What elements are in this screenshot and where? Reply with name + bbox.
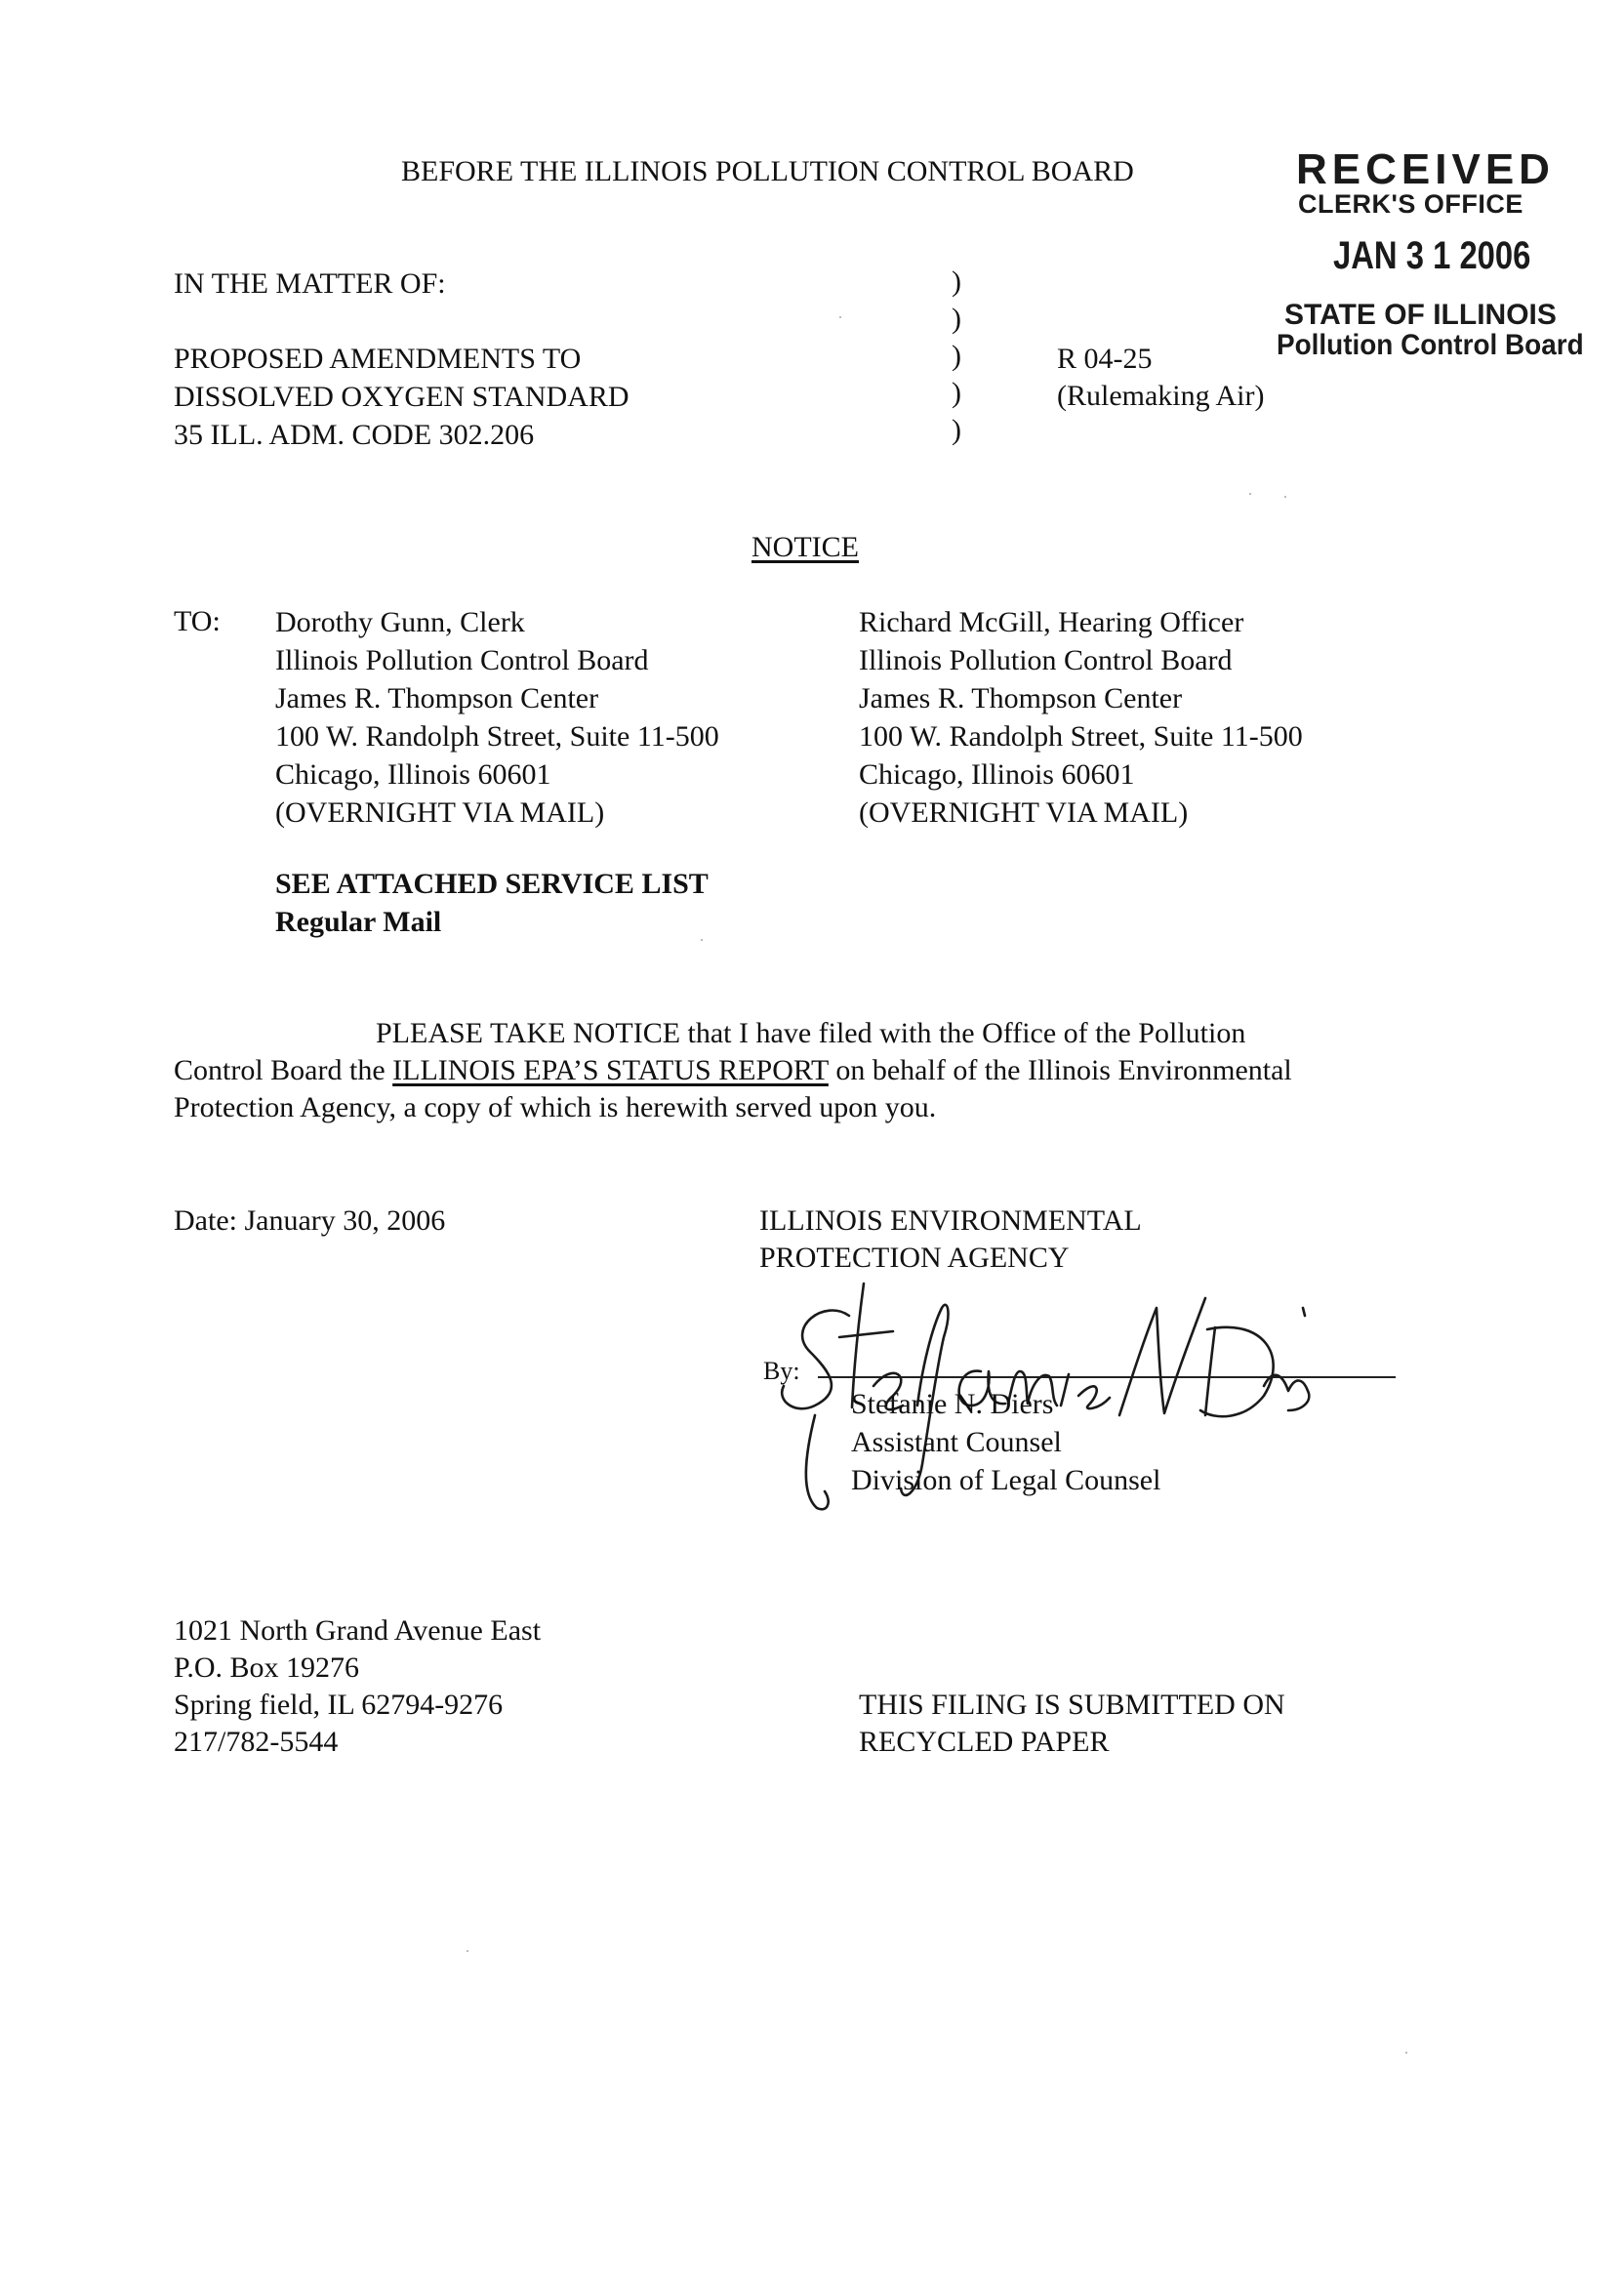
recipient-line: Chicago, Illinois 60601	[275, 758, 551, 791]
recipient-right	[859, 603, 1303, 832]
received-stamp-title: RECEIVED	[1296, 145, 1555, 193]
address-line: P.O. Box 19276	[174, 1651, 360, 1684]
board-title: BEFORE THE ILLINOIS POLLUTION CONTROL BOARD	[401, 155, 1134, 187]
paren: )	[952, 303, 961, 335]
docket-number: R 04-25	[1057, 343, 1153, 375]
to-label: TO:	[174, 605, 221, 637]
agency-line-2: PROTECTION AGENCY	[759, 1242, 1070, 1274]
scan-speck	[1249, 493, 1251, 495]
status-report-title: ILLINOIS EPA’S STATUS REPORT	[392, 1054, 829, 1086]
filing-date: Date: January 30, 2006	[174, 1204, 446, 1237]
notice-body-line-2	[174, 1052, 1292, 1089]
recipient-line: James R. Thompson Center	[275, 682, 599, 714]
address-line: 217/782-5544	[174, 1726, 339, 1758]
recipient-line: (OVERNIGHT VIA MAIL)	[859, 796, 1189, 829]
received-stamp-office: CLERK'S OFFICE	[1298, 189, 1523, 219]
recipient-line: Richard McGill, Hearing Officer	[859, 606, 1244, 638]
service-list	[275, 865, 709, 941]
signer-name: Stefanie N. Diers	[851, 1388, 1054, 1420]
recipient-line: 100 W. Randolph Street, Suite 11-500	[275, 720, 719, 753]
recipient-line: Illinois Pollution Control Board	[275, 644, 649, 676]
scan-speck	[701, 939, 703, 941]
recycled-paper-line-2: RECYCLED PAPER	[859, 1726, 1110, 1758]
address-line: Spring field, IL 62794-9276	[174, 1689, 504, 1721]
caption-line: DISSOLVED OXYGEN STANDARD	[174, 381, 629, 413]
paren: )	[952, 414, 961, 446]
recipient-line: James R. Thompson Center	[859, 682, 1183, 714]
body-text: on behalf of the Illinois Environmental	[828, 1054, 1292, 1086]
recipient-left	[275, 603, 719, 832]
signer-title: Assistant Counsel	[851, 1426, 1062, 1458]
paren: )	[952, 265, 961, 298]
received-stamp-date: JAN 3 1 2006	[1333, 234, 1531, 277]
notice-body-line-3: Protection Agency, a copy of which is herewith served upon you.	[174, 1091, 937, 1123]
recycled-paper-line-1: THIS FILING IS SUBMITTED ON	[859, 1689, 1285, 1721]
service-list-label: SEE ATTACHED SERVICE LIST	[275, 868, 709, 900]
matter-label: IN THE MATTER OF:	[174, 267, 446, 300]
body-text: Control Board the	[174, 1054, 393, 1086]
recipient-line: 100 W. Randolph Street, Suite 11-500	[859, 720, 1303, 753]
recipient-line: Illinois Pollution Control Board	[859, 644, 1233, 676]
signer-division: Division of Legal Counsel	[851, 1464, 1161, 1496]
scan-speck	[839, 316, 841, 318]
agency-line-1: ILLINOIS ENVIRONMENTAL	[759, 1204, 1142, 1237]
by-label: By:	[763, 1357, 800, 1385]
recipient-line: (OVERNIGHT VIA MAIL)	[275, 796, 605, 829]
caption-line: PROPOSED AMENDMENTS TO	[174, 343, 582, 375]
scan-speck	[1284, 496, 1286, 498]
caption-title	[174, 340, 629, 454]
scan-speck	[467, 1950, 468, 1952]
received-stamp-board: Pollution Control Board	[1277, 329, 1584, 361]
caption-parentheses	[952, 264, 961, 449]
paren: )	[952, 377, 961, 409]
recipient-line: Dorothy Gunn, Clerk	[275, 606, 525, 638]
docket-type: (Rulemaking Air)	[1057, 380, 1265, 412]
notice-heading: NOTICE	[751, 531, 859, 563]
received-stamp-state: STATE OF ILLINOIS	[1284, 299, 1557, 331]
service-method: Regular Mail	[275, 906, 442, 938]
notice-body-line-1: PLEASE TAKE NOTICE that I have filed with the Office of the Pollution	[376, 1017, 1246, 1049]
signer-block	[851, 1385, 1160, 1499]
recipient-line: Chicago, Illinois 60601	[859, 758, 1135, 791]
address-line: 1021 North Grand Avenue East	[174, 1614, 542, 1647]
paren: )	[952, 340, 961, 372]
scan-speck	[1405, 2052, 1407, 2054]
agency-address	[174, 1612, 541, 1761]
caption-line: 35 ILL. ADM. CODE 302.206	[174, 419, 535, 451]
